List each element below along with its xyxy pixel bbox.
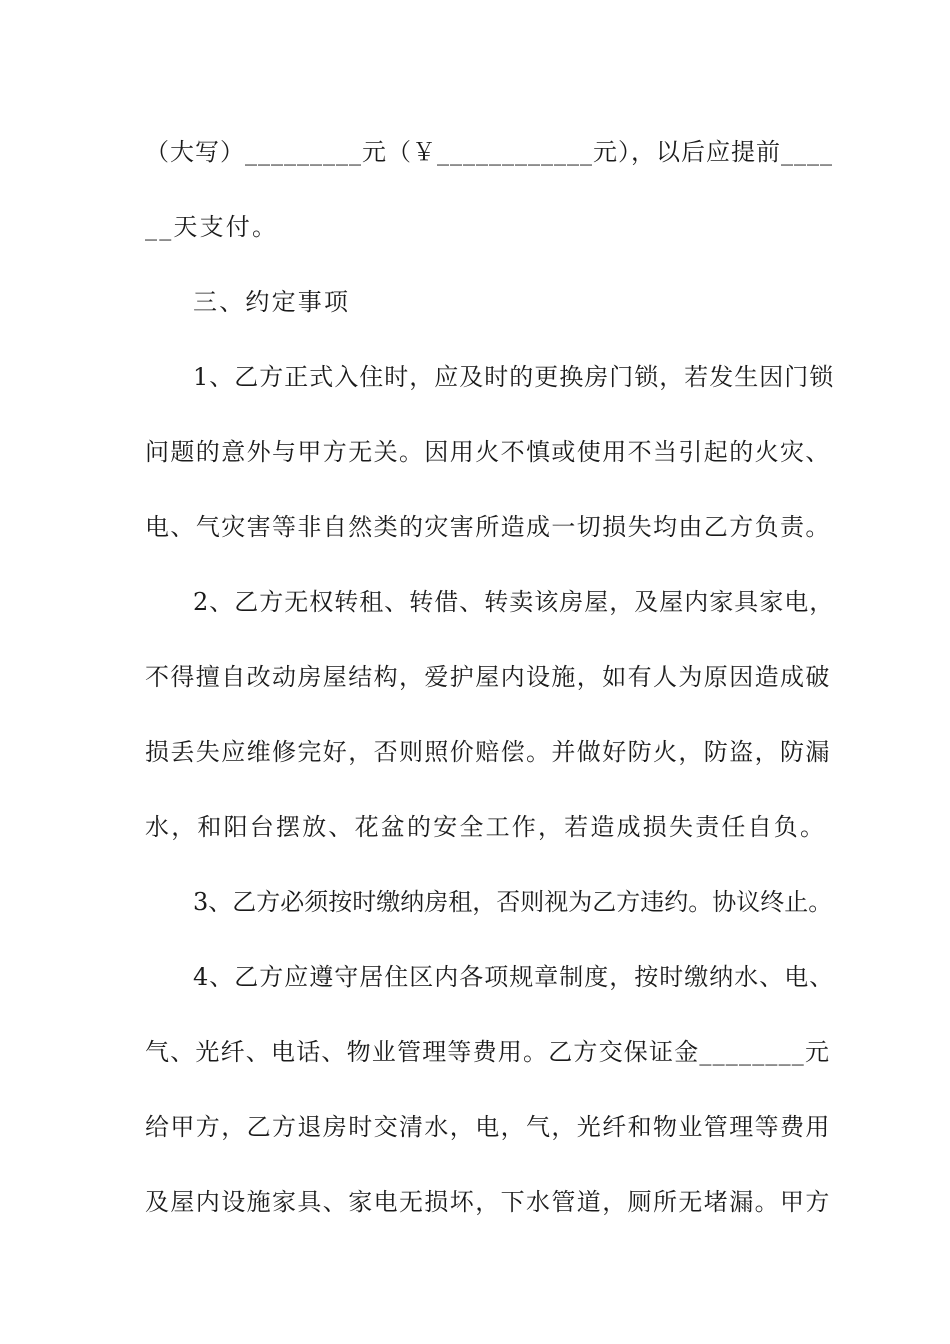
- text-line: 2、乙方无权转租、转借、转卖该房屋，及屋内家具家电，: [193, 588, 835, 616]
- text-line: 1、乙方正式入住时，应及时的更换房门锁，若发生因门锁: [193, 363, 835, 391]
- text-line: 水，和阳台摆放、花盆的安全工作，若造成损失责任自负。: [145, 813, 827, 841]
- text-line: 给甲方，乙方退房时交清水，电，气，光纤和物业管理等费用: [145, 1113, 831, 1141]
- text-line: 不得擅自改动房屋结构，爱护屋内设施，如有人为原因造成破: [145, 663, 831, 691]
- text-line: （大写）_________元（￥____________元），以后应提前____: [145, 138, 833, 166]
- section-heading: 三、约定事项: [193, 288, 351, 316]
- text-line: 气、光纤、电话、物业管理等费用。乙方交保证金________元: [145, 1038, 831, 1066]
- text-line: 电、气灾害等非自然类的灾害所造成一切损失均由乙方负责。: [145, 513, 831, 541]
- text-line: 损丢失应维修完好，否则照价赔偿。并做好防火，防盗，防漏: [145, 738, 831, 766]
- text-line: 3、乙方必须按时缴纳房租，否则视为乙方违约。协议终止。: [193, 888, 833, 916]
- text-line: 及屋内设施家具、家电无损坏，下水管道，厕所无堵漏。甲方: [145, 1188, 831, 1216]
- text-line: __天支付。: [145, 213, 279, 241]
- text-line: 问题的意外与甲方无关。因用火不慎或使用不当引起的火灾、: [145, 438, 831, 466]
- text-line: 4、乙方应遵守居住区内各项规章制度，按时缴纳水、电、: [193, 963, 835, 991]
